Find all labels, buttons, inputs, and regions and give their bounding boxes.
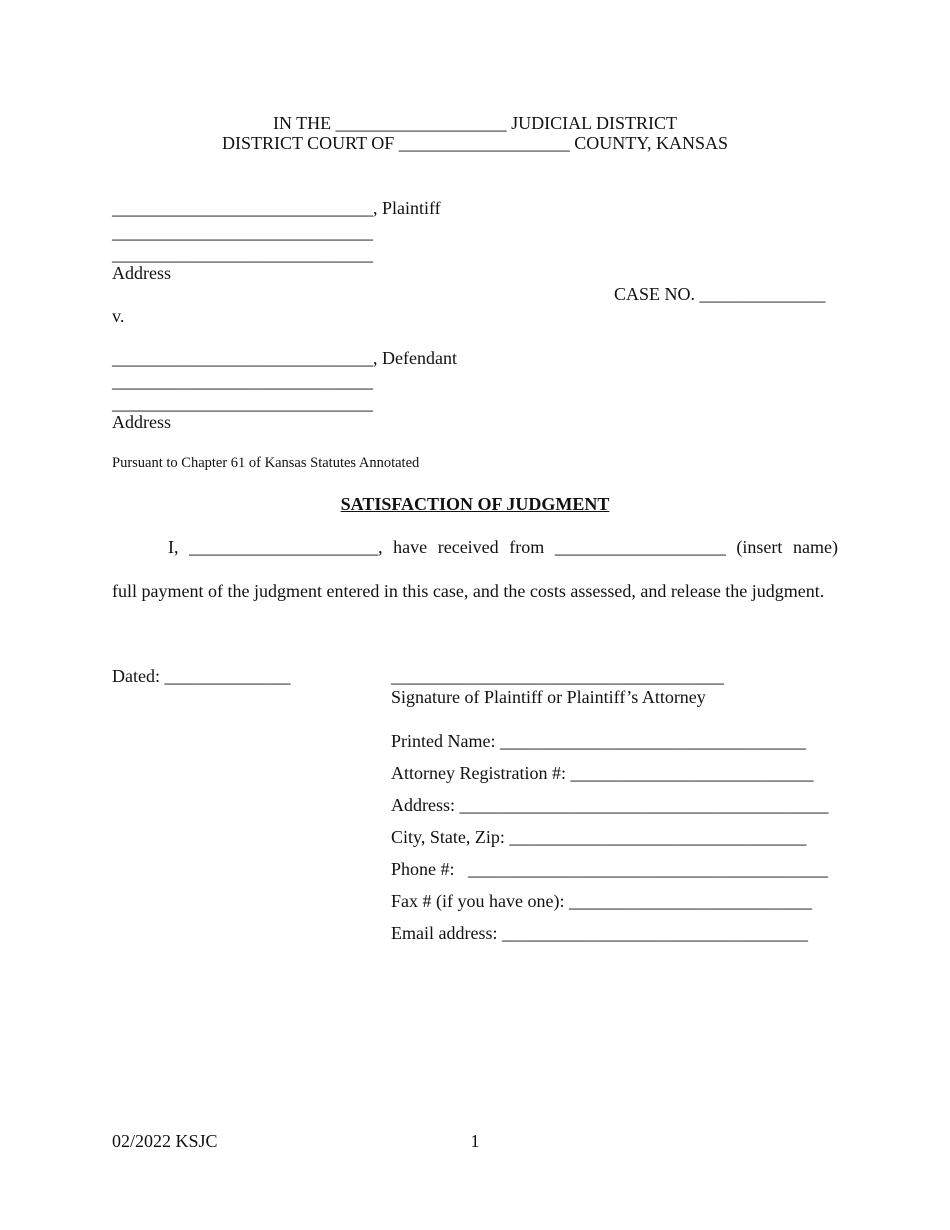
- versus-label: v.: [112, 306, 125, 326]
- body-lead-word: I,: [168, 537, 179, 557]
- signature-line: _____________________________________: [391, 666, 724, 686]
- plaintiff-address-line-1: _____________________________: [112, 222, 373, 242]
- plaintiff-address-label: Address: [112, 263, 171, 283]
- signature-caption: Signature of Plaintiff or Plaintiff’s Attorney: [391, 687, 706, 707]
- plaintiff-name-line: _____________________________, Plaintiff: [112, 198, 441, 218]
- email-line: Email address: __________________________________: [391, 923, 808, 943]
- dated-line: Dated: ______________: [112, 666, 291, 686]
- payer-name-blank: ___________________: [554, 537, 726, 557]
- body-word-from: from: [509, 537, 545, 557]
- defendant-address-label: Address: [112, 412, 171, 432]
- form-code: 02/2022 KSJC: [112, 1131, 218, 1151]
- court-header-district: IN THE ___________________ JUDICIAL DISTRICT: [273, 113, 677, 133]
- body-word-name: name): [792, 537, 838, 557]
- body-paragraph-line-1: [168, 538, 838, 556]
- fax-line: Fax # (if you have one): ___________________________: [391, 891, 812, 911]
- court-header-county: DISTRICT COURT OF ___________________ COUNTY, KANSAS: [222, 133, 728, 153]
- city-state-zip-line: City, State, Zip: _________________________________: [391, 827, 807, 847]
- document-title: SATISFACTION OF JUDGMENT: [340, 494, 610, 514]
- phone-line: Phone #: ________________________________________: [391, 859, 829, 879]
- receiver-name-blank: _____________________,: [189, 537, 383, 557]
- address-line: Address: _________________________________________: [391, 795, 829, 815]
- case-number: CASE NO. ______________: [614, 284, 826, 304]
- body-word-insert: (insert: [736, 537, 783, 557]
- printed-name-line: Printed Name: __________________________________: [391, 731, 806, 751]
- statute-note: Pursuant to Chapter 61 of Kansas Statutes Annotated: [112, 455, 420, 471]
- page-number: 1: [470, 1131, 480, 1151]
- defendant-address-line-1: _____________________________: [112, 371, 373, 391]
- body-word-have: have: [393, 537, 428, 557]
- defendant-name-line: _____________________________, Defendant: [112, 348, 457, 368]
- plaintiff-address-line-2: _____________________________: [112, 244, 373, 264]
- body-paragraph-line-2: full payment of the judgment entered in this case, and the costs assessed, and release the judgment.: [112, 581, 825, 601]
- body-word-received: received: [437, 537, 499, 557]
- defendant-address-line-2: _____________________________: [112, 393, 373, 413]
- attorney-registration-line: Attorney Registration #: ___________________________: [391, 763, 814, 783]
